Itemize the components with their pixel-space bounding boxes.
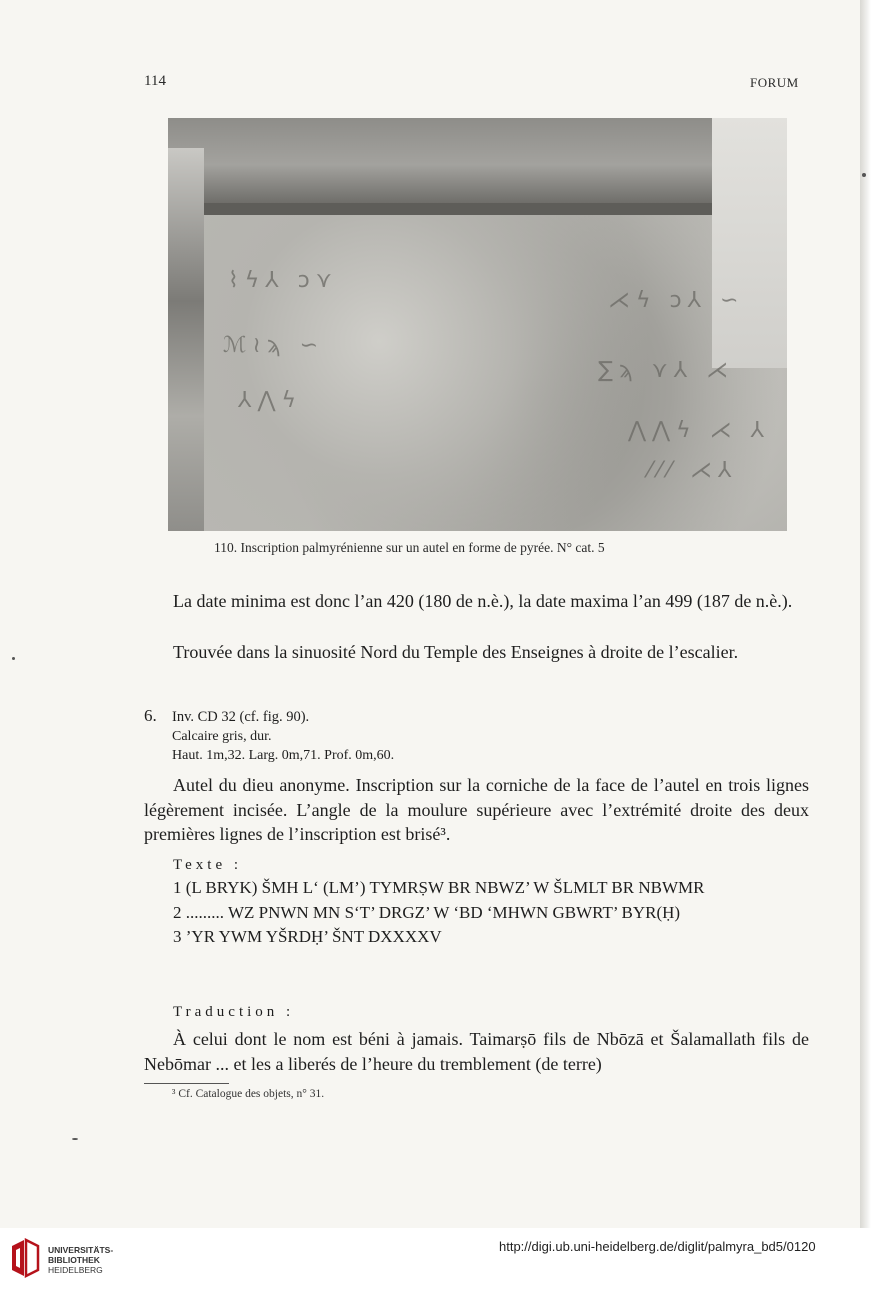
item-number: 6. xyxy=(144,706,157,725)
item-material: Calcaire gris, dur. xyxy=(172,729,272,744)
inscription-glyphs: ⋌ϟ ↄ⅄ ∽ xyxy=(608,288,745,313)
traduction-heading: Traduction : xyxy=(173,1004,295,1020)
logo-line: UNIVERSITÄTS- xyxy=(48,1245,114,1255)
logo-line: BIBLIOTHEK xyxy=(48,1255,100,1265)
description-text: Autel du dieu anonyme. Inscription sur la corniche de la face de l’autel en trois lignes légèrement incisée. L’angle de la moulure supérieure avec l’extrémité droite des deux premières lignes de l’inscription est brisé³. xyxy=(144,775,809,844)
texte-lines xyxy=(144,876,809,950)
scan-speck xyxy=(72,1138,78,1140)
traduction-section xyxy=(144,1000,809,1025)
source-url-link[interactable]: http://digi.ub.uni-heidelberg.de/diglit/palmyra_bd5/0120 xyxy=(499,1239,816,1254)
texte-line-3: 3 ’YR YWM YŠRDḤ’ ŠNT DXXXXV xyxy=(173,927,442,946)
cornice xyxy=(168,118,787,203)
stone-side xyxy=(168,148,204,531)
paragraph-text: Trouvée dans la sinuosité Nord du Temple des Enseignes à droite de l’escalier. xyxy=(173,642,739,662)
item-inventory: Inv. CD 32 (cf. fig. 90). xyxy=(172,709,310,725)
inscription-glyphs: ⅄⋀ϟ xyxy=(238,388,302,413)
traduction-text xyxy=(144,1027,809,1076)
inscription-glyphs: ⋀⋀ϟ ⋌ ⅄ xyxy=(628,418,771,443)
inscription-glyphs: ℳ≀ϡ ∽ xyxy=(223,333,325,358)
page-edge xyxy=(860,0,871,1228)
running-title: FORUM xyxy=(750,75,799,90)
library-logo-text xyxy=(48,1245,113,1275)
cornice-shadow xyxy=(168,203,787,215)
scan-speck xyxy=(12,657,15,660)
scan-speck xyxy=(862,173,866,177)
paragraph-provenance xyxy=(144,640,809,665)
texte-section xyxy=(144,853,809,878)
figure-caption: 110. Inscription palmyrénienne sur un autel en forme de pyrée. N° cat. 5 xyxy=(214,540,605,555)
inscription-glyphs: ∑ϡ ⋎⅄ ⋌ xyxy=(598,358,735,383)
library-logo-icon xyxy=(8,1238,42,1278)
catalogue-item xyxy=(144,706,809,765)
traduction-body: À celui dont le nom est béni à jamais. Taimarṣō fils de Nbōzā et Šalamallath fils de Nebōmar ... et les a liberés de l’heure du tremblement (de terre) xyxy=(144,1029,809,1074)
inscription-glyphs: ⁄⁄⁄ ⋌⅄ xyxy=(648,458,738,483)
viewer-footer xyxy=(0,1228,871,1291)
texte-line-1: 1 (L BRYK) ŠMH L‘ (LM’) TYMRṢW BR NBWZ’ W ŠLMLT BR NBWMR xyxy=(173,878,705,897)
logo-line: HEIDELBERG xyxy=(48,1265,103,1275)
figure-photo xyxy=(168,118,787,531)
paragraph-text: La date minima est donc l’an 420 (180 de n.è.), la date maxima l’an 499 (187 de n.è.). xyxy=(173,591,793,611)
background-sky xyxy=(712,118,787,368)
item-dimensions: Haut. 1m,32. Larg. 0m,71. Prof. 0m,60. xyxy=(172,748,395,763)
inscription-glyphs: ⌇ϟ⅄ ↄ⋎ xyxy=(228,268,338,293)
footnote-rule xyxy=(144,1083,229,1084)
page-number: 114 xyxy=(144,73,166,89)
item-description xyxy=(144,773,809,847)
texte-heading: Texte : xyxy=(173,857,243,873)
paragraph-date xyxy=(144,589,809,614)
texte-line-2: 2 ......... WZ PNWN MN S‘T’ DRGZ’ W ‘BD ‘MHWN GBWRT’ BYR(Ḥ) xyxy=(173,902,681,922)
footnote: ³ Cf. Catalogue des objets, n° 31. xyxy=(172,1088,325,1100)
